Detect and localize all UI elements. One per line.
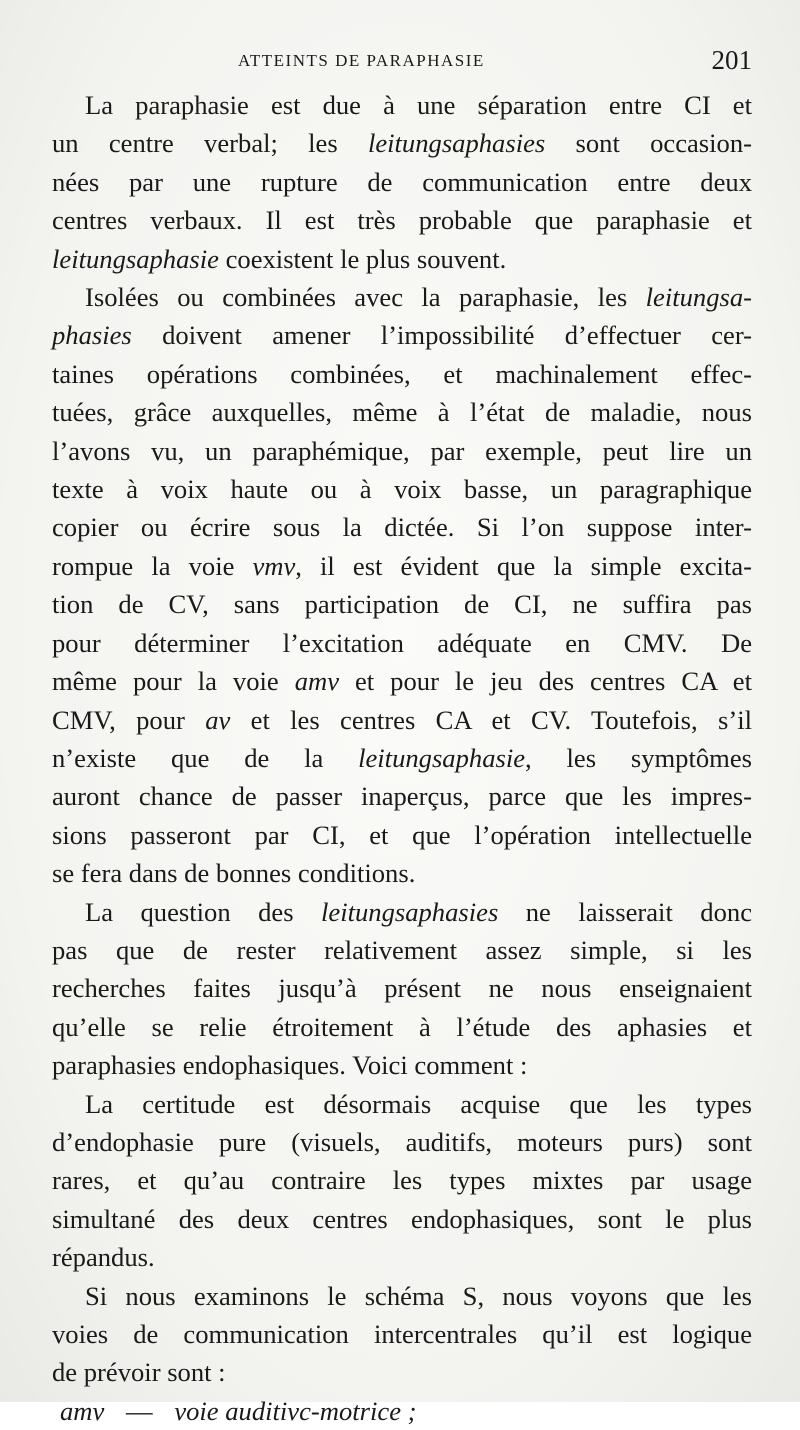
italic-term: leitungsaphasies [367, 128, 546, 159]
text-line [52, 508, 752, 546]
text-run: tion de CV, sans participation de CI, ne suffira pas [52, 589, 752, 620]
text-run: texte à voix haute ou à voix basse, un paragraphique [52, 474, 752, 505]
italic-term: leitungsaphasie [358, 742, 526, 773]
paragraph [52, 86, 752, 278]
text-line [52, 1353, 752, 1391]
text-run: et les centres CA et CV. Toutefois, s’il [230, 704, 752, 735]
text-line [52, 969, 752, 1007]
text-line [52, 201, 752, 239]
italic-term: leitungsa- [645, 282, 752, 313]
text-run: La paraphasie est due à une séparation entre CI et [85, 90, 752, 120]
text-line [52, 777, 752, 815]
text-line [52, 816, 752, 854]
text-line [52, 1085, 752, 1123]
text-run: , il est évident que la simple excita- [295, 550, 752, 581]
list-desc: voie auditivc-motrice ; [174, 1395, 417, 1426]
text-line [52, 1238, 752, 1276]
paragraph [52, 1085, 752, 1277]
italic-term: av [205, 704, 231, 735]
text-line [52, 1123, 752, 1161]
text-line [52, 739, 752, 777]
text-line [52, 86, 752, 124]
text-run: ne laisserait donc [498, 896, 752, 927]
text-line [52, 893, 752, 931]
text-run: , les symptômes [525, 742, 752, 773]
text-line [52, 585, 752, 623]
text-run: Si nous examinons le schéma S, nous voyons que les [85, 1280, 752, 1311]
text-line [52, 1277, 752, 1315]
page-header [52, 45, 752, 85]
paragraph [52, 278, 752, 893]
italic-term: phasies [52, 320, 132, 351]
text-line [52, 393, 752, 431]
text-line [52, 163, 752, 201]
text-line [52, 1315, 752, 1353]
text-run: CMV, pour [52, 704, 206, 735]
running-head: ATTEINTS DE PARAPHASIE [238, 51, 485, 70]
text-run: centres verbaux. Il est très probable que paraphasie et [52, 205, 752, 236]
text-line [52, 1161, 752, 1199]
text-run: répandus. [52, 1242, 155, 1273]
list-dash: — [126, 1395, 153, 1426]
paragraph [52, 1277, 752, 1392]
text-run: sions passeront par CI, et que l’opération intellectuelle [52, 819, 752, 850]
text-run: voies de communication intercentrales qu’il est logique [52, 1319, 752, 1349]
text-run: recherches faites jusqu’à présent ne nous enseignaient [52, 973, 752, 1004]
text-run: même pour la voie [52, 666, 295, 697]
text-run: doivent amener l’impossibilité d’effectuer cer- [131, 320, 752, 351]
text-run: pour déterminer l’excitation adéquate en CMV. De [52, 627, 752, 658]
text-run: auront chance de passer inaperçus, parce que les impres- [52, 781, 752, 812]
text-run: pas que de rester relativement assez simple, si les [52, 934, 752, 965]
text-line [52, 124, 752, 162]
italic-term: vmv [252, 550, 296, 581]
text-run: rares, et qu’au contraire les types mixtes par usage [52, 1165, 752, 1196]
text-run: La question des [85, 896, 321, 927]
text-line [52, 1008, 752, 1046]
text-run: coexistent le plus souvent. [218, 243, 507, 274]
text-line [52, 547, 752, 585]
text-line [52, 1200, 752, 1238]
text-run: et pour le jeu des centres CA et [339, 666, 752, 697]
text-line [52, 355, 752, 393]
list-item [52, 1392, 752, 1430]
text-run: tuées, grâce auxquelles, même à l’état de maladie, nous [52, 397, 752, 428]
text-line [52, 1046, 752, 1084]
text-line [52, 316, 752, 354]
text-run: qu’elle se relie étroitement à l’étude des aphasies et [52, 1011, 752, 1042]
italic-term: leitungsaphasies [321, 896, 499, 927]
text-run: d’endophasie pure (visuels, auditifs, moteurs purs) sont [52, 1126, 752, 1157]
page-number: 201 [711, 45, 752, 75]
text-run: n’existe que de la [52, 742, 359, 773]
text-run: copier ou écrire sous la dictée. Si l’on suppose inter- [52, 512, 752, 543]
text-line [52, 624, 752, 662]
text-line [52, 278, 752, 316]
text-run: l’avons vu, un paraphémique, par exemple, peut lire un [52, 435, 752, 466]
text-run: nées par une rupture de communication entre deux [52, 166, 752, 197]
page-body [52, 86, 752, 1430]
text-run: taines opérations combinées, et machinalement effec- [52, 358, 752, 389]
text-line [52, 854, 752, 892]
list [52, 1392, 752, 1430]
text-run: se fera dans de bonnes conditions. [52, 858, 416, 889]
text-line [52, 931, 752, 969]
text-run: paraphasies endophasiques. Voici comment : [52, 1050, 528, 1081]
text-line [52, 240, 752, 278]
italic-term: amv [294, 666, 339, 697]
list-abbr: amv [60, 1395, 105, 1426]
text-run: simultané des deux centres endophasiques, sont le plus [52, 1203, 752, 1234]
italic-term: leitungsaphasie [52, 243, 219, 274]
text-line [52, 662, 752, 700]
text-run: de prévoir sont : [52, 1357, 226, 1388]
text-line [52, 432, 752, 470]
text-run: sont occasion- [545, 128, 752, 159]
text-run: Isolées ou combinées avec la paraphasie, les [85, 282, 646, 313]
text-run: La certitude est désormais acquise que les types [85, 1088, 752, 1119]
paragraph [52, 893, 752, 1085]
text-run: rompue la voie [52, 550, 253, 581]
paragraphs [52, 86, 752, 1392]
text-run: un centre verbal; les [52, 128, 368, 159]
text-line [52, 470, 752, 508]
text-line [52, 701, 752, 739]
